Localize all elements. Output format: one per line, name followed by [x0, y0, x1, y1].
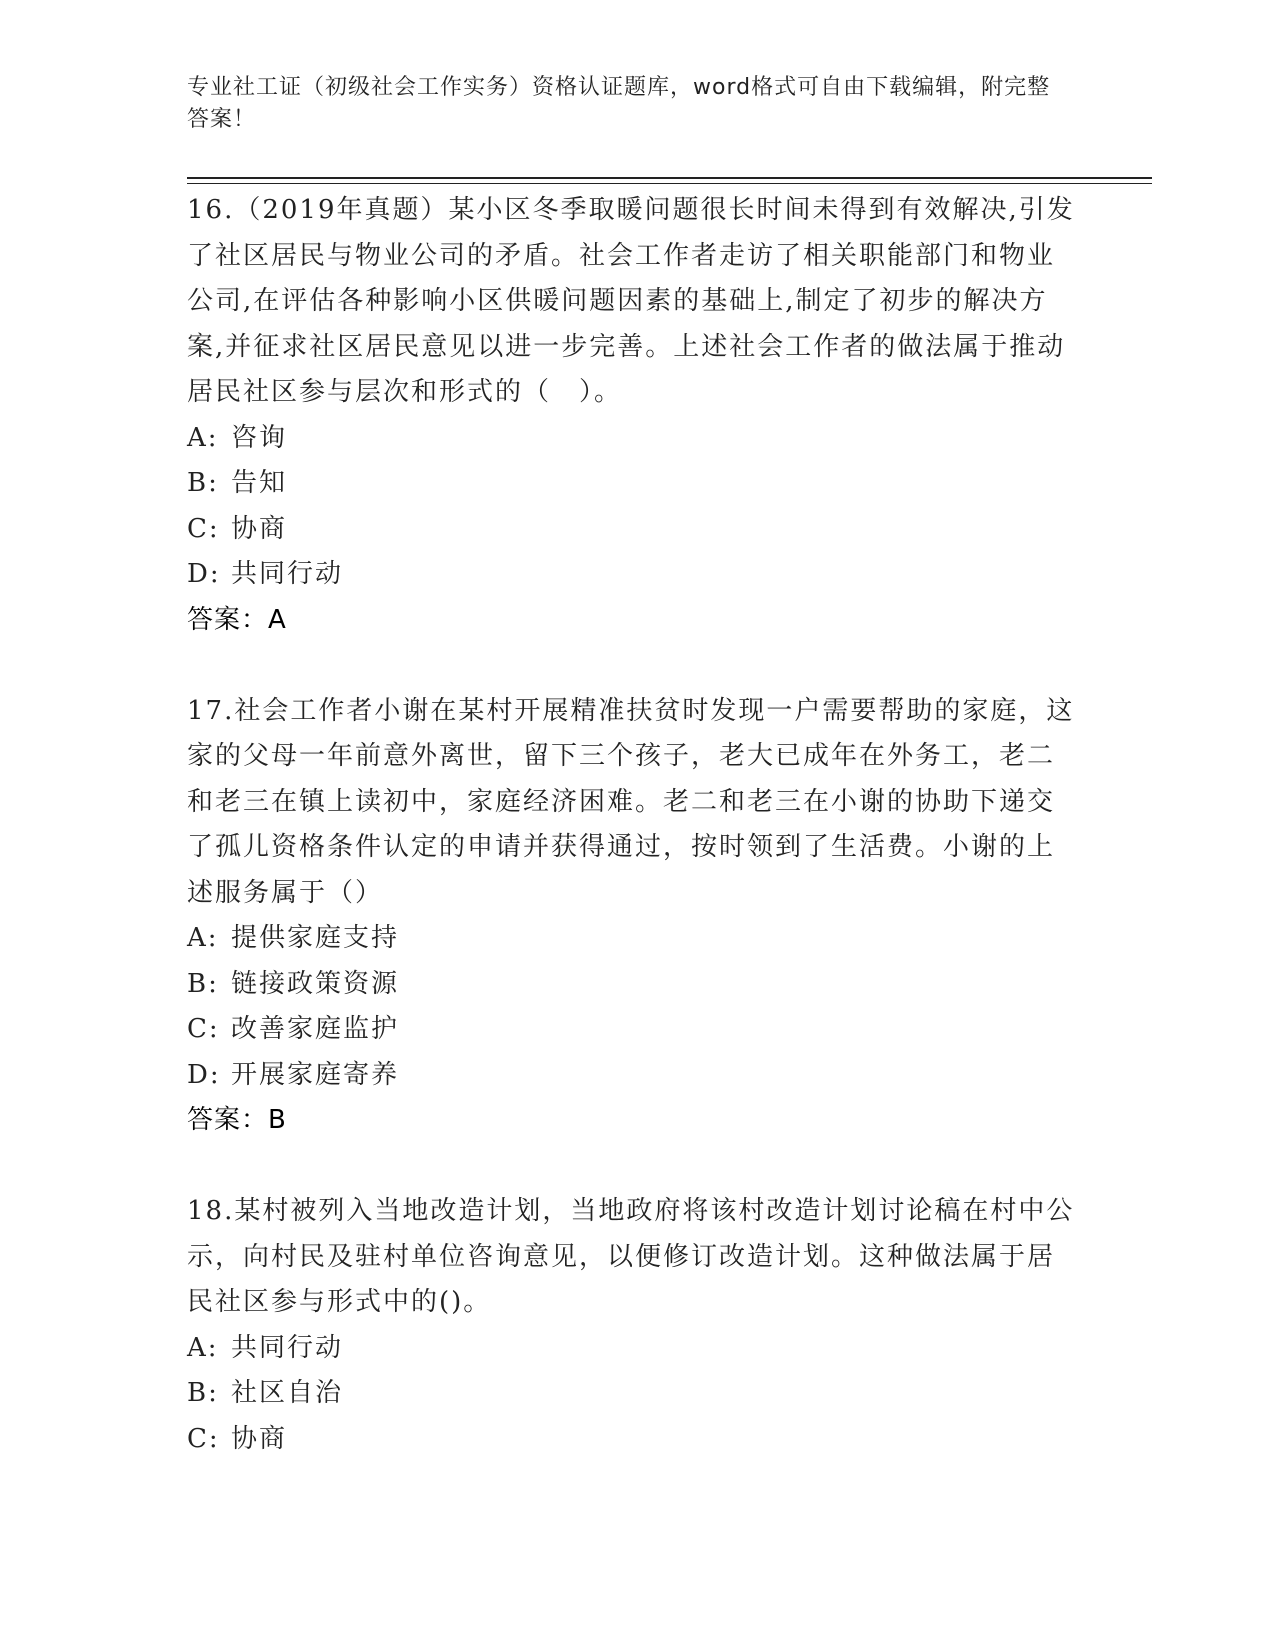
header-divider-thick — [187, 177, 1152, 179]
document-header: 专业社工证（初级社会工作实务）资格认证题库，word格式可自由下载编辑，附完整答案！ — [187, 75, 1051, 132]
option-list — [187, 1326, 1077, 1463]
option-letter: C: — [187, 1014, 220, 1044]
option-text: 提供家庭支持 — [231, 923, 400, 953]
question-18 — [187, 1189, 1077, 1462]
option-text: 协商 — [231, 1423, 288, 1454]
answer-line: 答案：B — [187, 1105, 287, 1135]
question-17 — [187, 689, 1077, 1144]
option-letter: B: — [187, 968, 219, 999]
option-letter: B: — [187, 1378, 219, 1408]
option-letter: A: — [187, 422, 219, 453]
answer-line: 答案：A — [187, 604, 287, 635]
option-text: 共同行动 — [231, 1332, 344, 1363]
option-text: 开展家庭寄养 — [231, 1059, 400, 1090]
option-c — [187, 507, 1077, 553]
question-list — [187, 188, 1077, 1462]
question-spacer — [187, 1144, 1077, 1190]
question-16 — [187, 188, 1077, 643]
option-letter: A: — [187, 1332, 219, 1363]
option-d — [187, 552, 1077, 598]
option-d — [187, 1053, 1077, 1099]
option-a — [187, 1326, 1077, 1372]
question-spacer — [187, 643, 1077, 689]
option-a — [187, 916, 1077, 962]
option-list — [187, 416, 1077, 598]
option-letter: D: — [187, 559, 221, 589]
option-text: 告知 — [231, 468, 288, 498]
option-letter: C: — [187, 1423, 220, 1454]
option-text: 协商 — [231, 513, 288, 544]
option-letter: B: — [187, 468, 219, 498]
option-c — [187, 1007, 1077, 1053]
option-text: 改善家庭监护 — [231, 1014, 400, 1044]
option-c — [187, 1417, 1077, 1463]
option-text: 社区自治 — [231, 1378, 344, 1408]
question-stem: 16.（2019年真题）某小区冬季取暖问题很长时间未得到有效解决,引发了社区居民与物业公司的矛盾。社会工作者走访了相关职能部门和物业公司,在评估各种影响小区供暖问题因素的基础上,制定了初步的解决方案,并征求社区居民意见以进一步完善。上述社会工作者的做法属于推动居民社区参与层次和形式的（ ）。 — [187, 195, 1075, 407]
option-b — [187, 1371, 1077, 1417]
option-text: 链接政策资源 — [231, 968, 400, 999]
option-text: 共同行动 — [231, 559, 344, 589]
question-stem: 17.社会工作者小谢在某村开展精准扶贫时发现一户需要帮助的家庭，这家的父母一年前意外离世，留下三个孩子，老大已成年在外务工，老二和老三在镇上读初中，家庭经济困难。老二和老三在小谢的协助下递交了孤儿资格条件认定的申请并获得通过，按时领到了生活费。小谢的上述服务属于（） — [187, 695, 1075, 908]
option-b — [187, 962, 1077, 1008]
header-divider-thin — [187, 183, 1152, 184]
option-letter: D: — [187, 1059, 221, 1090]
option-list — [187, 916, 1077, 1098]
option-letter: C: — [187, 513, 220, 544]
option-b — [187, 461, 1077, 507]
option-letter: A: — [187, 923, 219, 953]
question-stem: 18.某村被列入当地改造计划，当地政府将该村改造计划讨论稿在村中公示，向村民及驻村单位咨询意见，以便修订改造计划。这种做法属于居民社区参与形式中的()。 — [187, 1196, 1075, 1317]
option-text: 咨询 — [231, 422, 288, 453]
option-a — [187, 416, 1077, 462]
